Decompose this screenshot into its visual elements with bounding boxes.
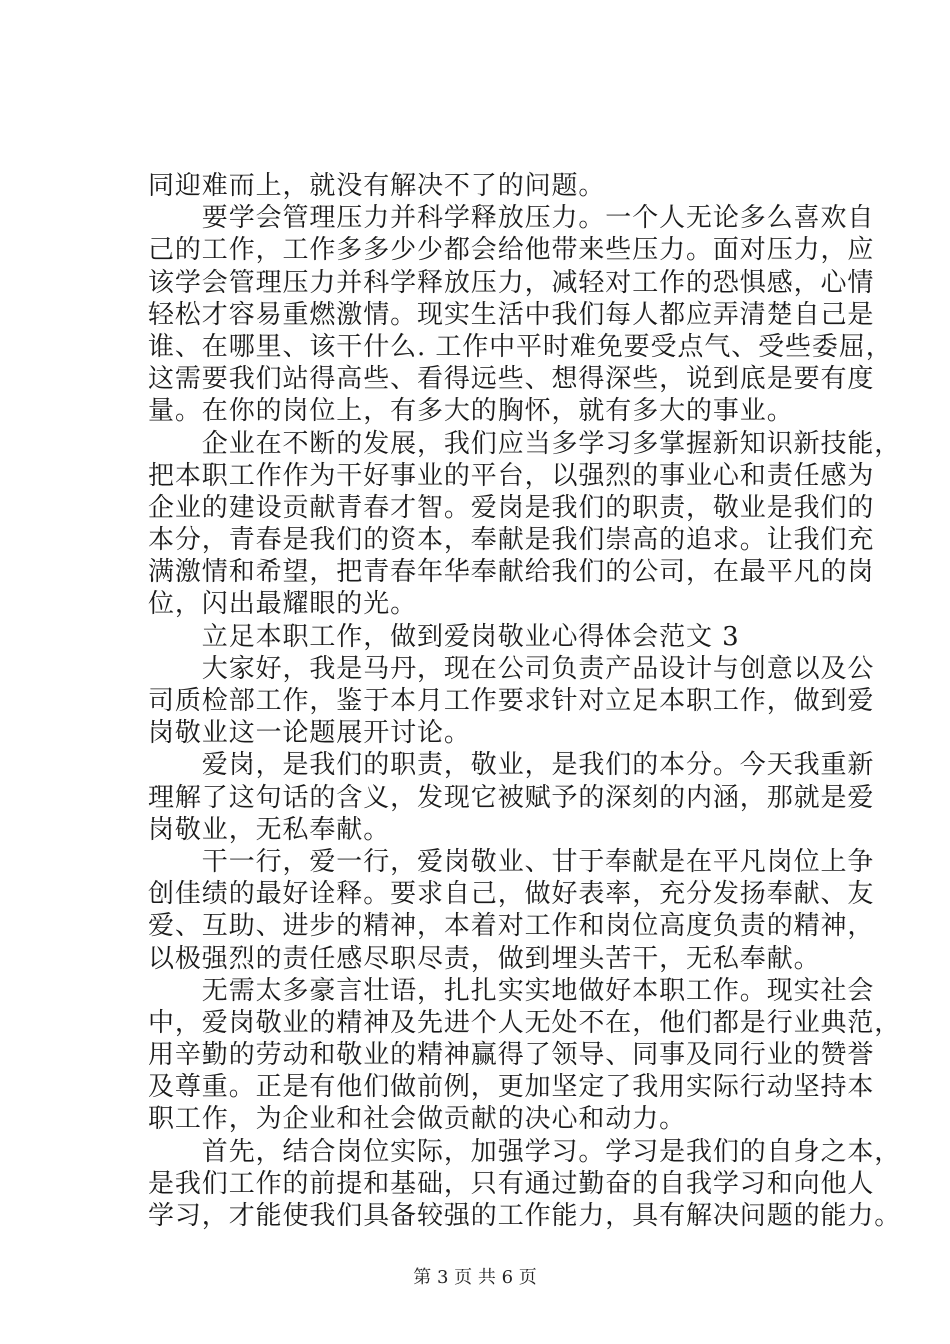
text-line: 要学会管理压力并科学释放压力。一个人无论多么喜欢自 xyxy=(148,203,875,234)
text-line: 本分，青春是我们的资本，奉献是我们崇高的追求。让我们充 xyxy=(148,525,875,556)
text-line: 中，爱岗敬业的精神及先进个人无处不在，他们都是行业典范， xyxy=(148,1007,902,1038)
text-line: 满激情和希望，把青春年华奉献给我们的公司，在最平凡的岗 xyxy=(148,557,875,588)
text-line: 量。在你的岗位上，有多大的胸怀，就有多大的事业。 xyxy=(148,396,794,427)
text-line: 大家好，我是马丹，现在公司负责产品设计与创意以及公 xyxy=(148,653,875,684)
text-line: 岗敬业这一论题展开讨论。 xyxy=(148,718,471,749)
text-line: 无需太多豪言壮语，扎扎实实地做好本职工作。现实社会 xyxy=(148,975,875,1006)
text-line: 该学会管理压力并科学释放压力，减轻对工作的恐惧感，心情 xyxy=(148,267,875,298)
text-line: 及尊重。正是有他们做前例，更加坚定了我用实际行动坚持本 xyxy=(148,1072,875,1103)
text-line: 谁、在哪里、该干什么. 工作中平时难免要受点气、受些委屈， xyxy=(148,331,893,362)
text-line: 企业在不断的发展，我们应当多学习多掌握新知识新技能， xyxy=(148,428,902,459)
text-line: 首先，结合岗位实际，加强学习。学习是我们的自身之本， xyxy=(148,1136,902,1167)
text-line: 这需要我们站得高些、看得远些、想得深些，说到底是要有度 xyxy=(148,364,875,395)
page-number-footer: 第 3 页 共 6 页 xyxy=(413,1267,537,1288)
text-line: 企业的建设贡献青春才智。爱岗是我们的职责，敬业是我们的 xyxy=(148,492,875,523)
text-line: 以极强烈的责任感尽职尽责，做到埋头苦干，无私奉献。 xyxy=(148,943,821,974)
text-line: 同迎难而上，就没有解决不了的问题。 xyxy=(148,171,606,201)
text-line: 岗敬业，无私奉献。 xyxy=(148,814,391,845)
text-line: 司质检部工作，鉴于本月工作要求针对立足本职工作，做到爱 xyxy=(148,686,875,716)
text-line: 把本职工作作为干好事业的平台，以强烈的事业心和责任感为 xyxy=(148,460,875,491)
text-line: 学习，才能使我们具备较强的工作能力，具有解决问题的能力。 xyxy=(148,1201,902,1231)
section-heading: 立足本职工作，做到爱岗敬业心得体会范文 3 xyxy=(148,621,740,652)
text-line: 轻松才容易重燃激情。现实生活中我们每人都应弄清楚自己是 xyxy=(148,299,875,330)
text-line: 职工作，为企业和社会做贡献的决心和动力。 xyxy=(148,1104,687,1135)
text-line: 创佳绩的最好诠释。要求自己，做好表率，充分发扬奉献、友 xyxy=(148,879,875,910)
text-line: 己的工作，工作多多少少都会给他带来些压力。面对压力，应 xyxy=(148,235,875,266)
body-text xyxy=(148,170,902,1232)
text-line: 干一行，爱一行，爱岗敬业、甘于奉献是在平凡岗位上争 xyxy=(148,846,875,877)
text-line: 位，闪出最耀眼的光。 xyxy=(148,589,418,620)
text-line: 爱、互助、进步的精神，本着对工作和岗位高度负责的精神， xyxy=(148,911,875,942)
text-line: 理解了这句话的含义，发现它被赋予的深刻的内涵，那就是爱 xyxy=(148,782,875,813)
text-line: 爱岗，是我们的职责，敬业，是我们的本分。今天我重新 xyxy=(148,750,875,781)
text-line: 用辛勤的劳动和敬业的精神赢得了领导、同事及同行业的赞誉 xyxy=(148,1040,875,1071)
text-line: 是我们工作的前提和基础，只有通过勤奋的自我学习和向他人 xyxy=(148,1168,875,1199)
